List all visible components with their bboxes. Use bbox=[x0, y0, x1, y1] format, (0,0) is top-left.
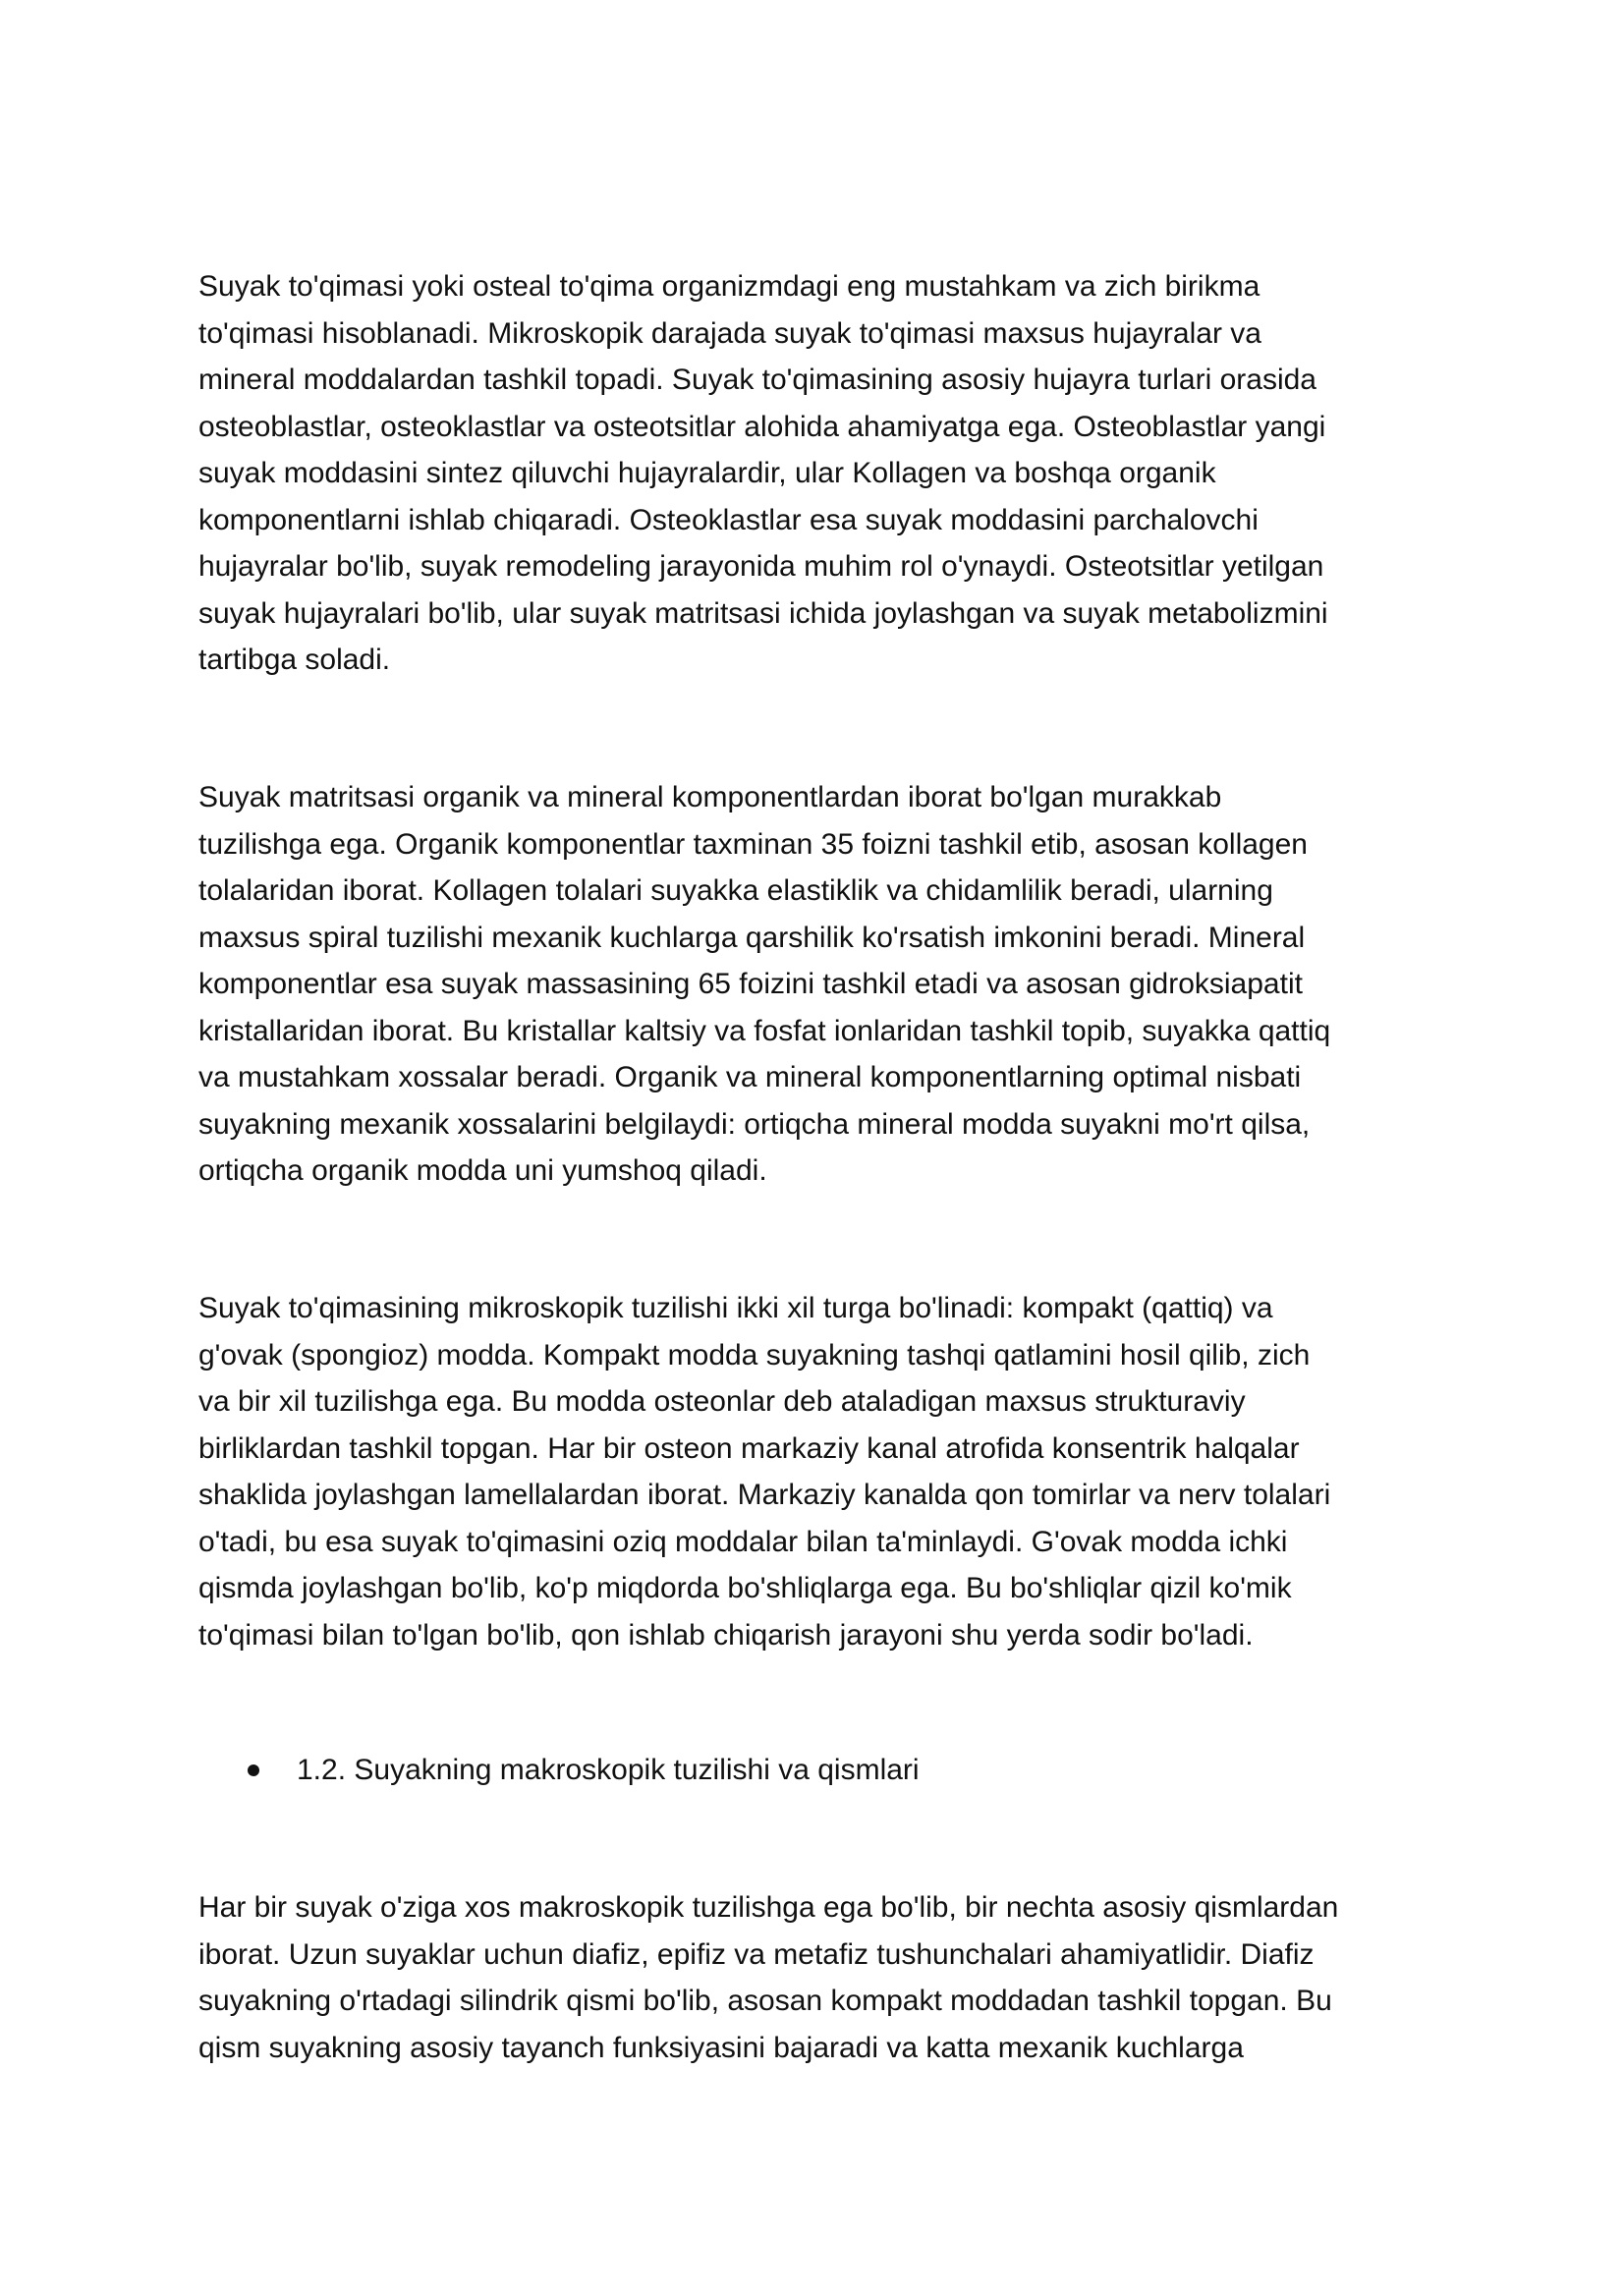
paragraph-line: o'tadi, bu esa suyak to'qimasini oziq moddalar bilan ta'minlaydi. G'ovak modda ichki bbox=[198, 1526, 1288, 1558]
paragraph-line: mineral moddalardan tashkil topadi. Suyak to'qimasining asosiy hujayra turlari orasida bbox=[198, 364, 1316, 396]
paragraph-line: tolalaridan iborat. Kollagen tolalari suyakka elastiklik va chidamlilik beradi, ularning bbox=[198, 874, 1273, 907]
paragraph-line: birliklardan tashkil topgan. Har bir osteon markaziy kanal atrofida konsentrik halqalar bbox=[198, 1432, 1300, 1465]
paragraph-line: tartibga soladi. bbox=[198, 644, 391, 676]
paragraph-line: hujayralar bo'lib, suyak remodeling jarayonida muhim rol o'ynaydi. Osteotsitlar yetilgan bbox=[198, 550, 1324, 583]
paragraph-line: suyakning mexanik xossalarini belgilaydi: ortiqcha mineral modda suyakni mo'rt qilsa, bbox=[198, 1108, 1311, 1141]
paragraph-line: komponentlar esa suyak massasining 65 foizini tashkil etadi va asosan gidroksiapatit bbox=[198, 968, 1303, 1000]
bullet-dot-icon bbox=[248, 1764, 259, 1776]
paragraph-line: shaklida joylashgan lamellalardan iborat. Markaziy kanalda qon tomirlar va nerv tolalari bbox=[198, 1479, 1331, 1511]
paragraph-line: kristallaridan iborat. Bu kristallar kaltsiy va fosfat ionlaridan tashkil topib, suyakka qattiq bbox=[198, 1015, 1331, 1047]
paragraph-line: va mustahkam xossalar beradi. Organik va mineral komponentlarning optimal nisbati bbox=[198, 1061, 1302, 1093]
paragraph-line: tuzilishga ega. Organik komponentlar taxminan 35 foizni tashkil etib, asosan kollagen bbox=[198, 828, 1308, 861]
paragraph-line: suyak hujayralari bo'lib, ular suyak matritsasi ichida joylashgan va suyak metabolizmini bbox=[198, 597, 1328, 630]
paragraph-line: komponentlarni ishlab chiqaradi. Osteoklastlar esa suyak moddasini parchalovchi bbox=[198, 504, 1259, 536]
paragraph-line: osteoblastlar, osteoklastlar va osteotsitlar alohida ahamiyatga ega. Osteoblastlar yangi bbox=[198, 411, 1326, 443]
paragraph-line: Har bir suyak o'ziga xos makroskopik tuzilishga ega bo'lib, bir nechta asosiy qismlardan bbox=[198, 1891, 1339, 1924]
paragraph-line: suyak moddasini sintez qiluvchi hujayralardir, ular Kollagen va boshqa organik bbox=[198, 457, 1216, 489]
paragraph-line: va bir xil tuzilishga ega. Bu modda osteonlar deb ataladigan maxsus strukturaviy bbox=[198, 1385, 1246, 1418]
paragraph-line: maxsus spiral tuzilishi mexanik kuchlarga qarshilik ko'rsatish imkonini beradi. Mineral bbox=[198, 922, 1306, 954]
paragraph-line: ortiqcha organik modda uni yumshoq qiladi. bbox=[198, 1154, 767, 1187]
paragraph-line: qism suyakning asosiy tayanch funksiyasini bajaradi va katta mexanik kuchlarga bbox=[198, 2032, 1244, 2064]
paragraph-line: g'ovak (spongioz) modda. Kompakt modda suyakning tashqi qatlamini hosil qilib, zich bbox=[198, 1339, 1311, 1372]
paragraph-line: to'qimasi hisoblanadi. Mikroskopik darajada suyak to'qimasi maxsus hujayralar va bbox=[198, 317, 1261, 350]
section-heading: 1.2. Suyakning makroskopik tuzilishi va qismlari bbox=[297, 1754, 920, 1786]
paragraph-line: suyakning o'rtadagi silindrik qismi bo'lib, asosan kompakt moddadan tashkil topgan. Bu bbox=[198, 1985, 1332, 2017]
paragraph-line: Suyak matritsasi organik va mineral komponentlardan iborat bo'lgan murakkab bbox=[198, 781, 1222, 813]
paragraph-line: Suyak to'qimasi yoki osteal to'qima organizmdagi eng mustahkam va zich birikma bbox=[198, 270, 1260, 303]
paragraph-line: Suyak to'qimasining mikroskopik tuzilishi ikki xil turga bo'linadi: kompakt (qattiq) va bbox=[198, 1292, 1273, 1324]
paragraph-line: to'qimasi bilan to'lgan bo'lib, qon ishlab chiqarish jarayoni shu yerda sodir bo'ladi. bbox=[198, 1619, 1254, 1652]
paragraph-line: qismda joylashgan bo'lib, ko'p miqdorda bo'shliqlarga ega. Bu bo'shliqlar qizil ko'mik bbox=[198, 1572, 1292, 1604]
paragraph-line: iborat. Uzun suyaklar uchun diafiz, epifiz va metafiz tushunchalari ahamiyatlidir. Diafiz bbox=[198, 1938, 1315, 1971]
